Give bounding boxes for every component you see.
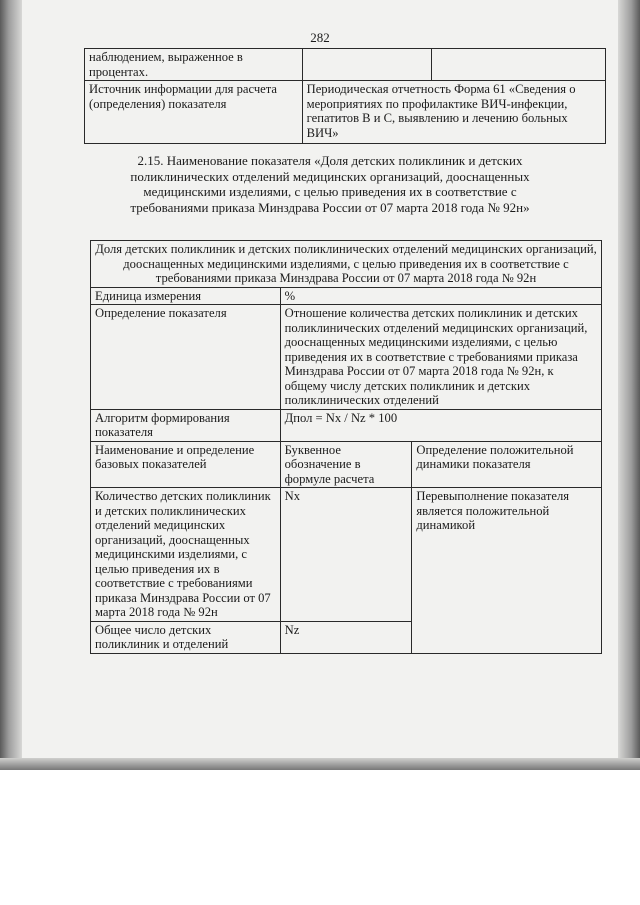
col-header-name: Наименование и определение базовых показателей [91,441,281,488]
scan-edge-left [0,0,22,770]
table-row [91,305,602,410]
scan-edge-bottom [0,758,640,770]
col-header-dynamics: Определение положительной динамики показателя [412,441,602,488]
table-row [85,49,606,81]
indicator-table [90,240,602,654]
algorithm-value: Дпол = Nx / Nz * 100 [280,409,601,441]
indicator-header: Доля детских поликлиник и детских поликлинических отделений медицинских организаций, дооснащенных медицинскими изделиями, с целью приведения их в соответствие с требованиями приказа Минздрава России от 07 марта 2018 года № 92н [91,241,602,288]
positive-dynamics: Перевыполнение показателя является положительной динамикой [412,488,602,654]
base-indicator-symbol: Nz [280,621,412,653]
table-row [91,241,602,288]
col-header-symbol: Буквенное обозначение в формуле расчета [280,441,412,488]
section-title: 2.15. Наименование показателя «Доля детских поликлиник и детских поликлинических отделений медицинских организаций, дооснащенных медицинскими изделиями, с целью приведения их в соответствие с требованиями приказа Минздрава России от 07 марта 2018 года № 92н» [130,153,530,215]
row-mid-cell [302,49,432,81]
base-indicator-name: Общее число детских поликлиник и отделений [91,621,281,653]
definition-value: Отношение количества детских поликлиник и детских поликлинических отделений медицинских организаций, дооснащенных медицинскими изделиями, с целью приведения их в соответствие с требованиями приказа Минздрава России от 07 марта 2018 года № 92н, к общему числу детских поликлиник и детских поликлинических отделений [280,305,601,410]
row-right-cell [432,49,606,81]
table-row [91,441,602,488]
table-row [91,409,602,441]
scan-edge-right [618,0,640,770]
algorithm-label: Алгоритм формирования показателя [91,409,281,441]
definition-label: Определение показателя [91,305,281,410]
base-indicator-name: Количество детских поликлиник и детских поликлинических отделений медицинских организаций, дооснащенных медицинскими изделиями, с целью приведения их в соответствие с требованиями приказа Минздрава России от 07 марта 2018 года № 92н [91,488,281,622]
table-row [85,81,606,144]
table-row [91,287,602,305]
unit-label: Единица измерения [91,287,281,305]
page-number: 282 [310,30,330,45]
row-label: наблюдением, выраженное в процентах. [85,49,303,81]
unit-value: % [280,287,601,305]
source-label: Источник информации для расчета (определения) показателя [85,81,303,144]
table-row [91,488,602,622]
source-value: Периодическая отчетность Форма 61 «Сведения о мероприятиях по профилактике ВИЧ-инфекции, гепатитов В и С, выявлению и лечению больных ВИЧ» [302,81,605,144]
source-table [84,48,606,144]
base-indicator-symbol: Nx [280,488,412,622]
